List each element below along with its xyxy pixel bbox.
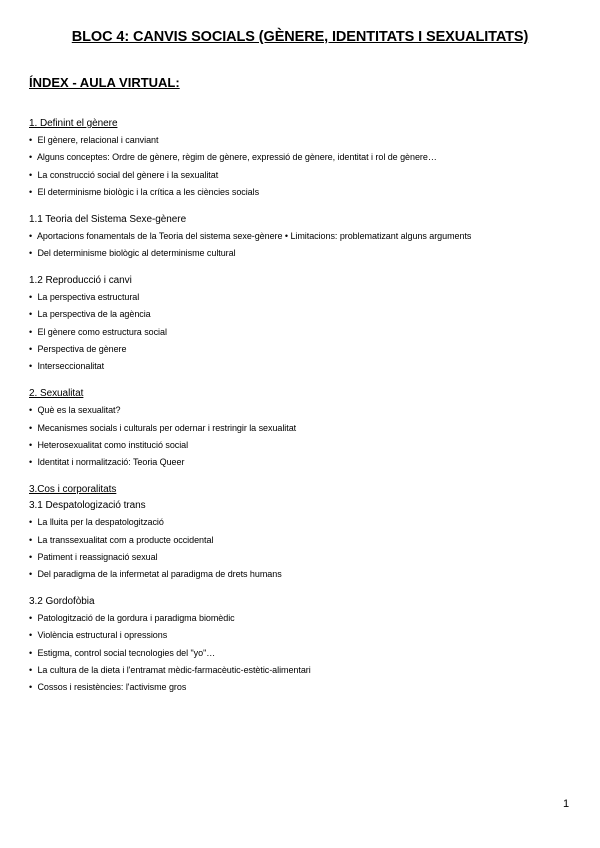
section-items — [29, 612, 589, 693]
section-title: 1.1 Teoria del Sistema Sexe-gènere — [29, 213, 187, 225]
list-item — [29, 629, 589, 641]
list-item-text: Perspectiva de gènere — [37, 344, 127, 355]
list-item-text: Heterosexualitat como institució social — [37, 439, 189, 450]
list-item — [29, 568, 589, 580]
list-item — [29, 516, 589, 528]
list-item-text: La perspectiva de la agència — [37, 309, 151, 320]
list-item — [29, 534, 589, 546]
list-item-text: Alguns conceptes: Ordre de gènere, règim de gènere, expressió de gènere, identitat i rol de gènere… — [36, 152, 437, 163]
list-item-text: Aportacions fonamentals de la Teoria del sistema sexe-gènere • Limitacions: problematizant alguns arguments — [36, 230, 472, 241]
bullet-icon: • — [29, 439, 33, 450]
list-item — [29, 551, 589, 563]
section-title: 3.Cos i corporalitats — [29, 484, 117, 496]
list-item-text: El gènere como estructura social — [37, 326, 167, 337]
section-reproduccio-canvi — [29, 275, 589, 372]
section-items — [29, 516, 589, 580]
list-item-text: Què es la sexualitat? — [37, 405, 121, 416]
list-item — [29, 230, 589, 242]
list-item-text: Interseccionalitat — [37, 361, 105, 372]
index-content — [29, 118, 589, 709]
section-title: 1.2 Reproducció i canvi — [29, 275, 132, 287]
list-item-text: Mecanismes socials i culturals per odernar i restringir la sexualitat — [37, 422, 297, 433]
section-items — [29, 404, 589, 468]
list-item — [29, 456, 589, 468]
section-items — [29, 134, 589, 198]
document-title: BLOC 4: CANVIS SOCIALS (GÈNERE, IDENTITATS I SEXUALITATS) — [71, 29, 529, 45]
list-item — [29, 291, 589, 303]
section-subtitle: 3.1 Despatologizació trans — [29, 500, 146, 512]
bullet-icon: • — [29, 551, 33, 562]
bullet-icon: • — [29, 405, 33, 416]
bullet-icon: • — [29, 422, 33, 433]
bullet-icon: • — [29, 326, 33, 337]
list-item — [29, 360, 589, 372]
list-item-text: Estigma, control social tecnologies del "yo"… — [37, 647, 216, 658]
list-item — [29, 186, 589, 198]
list-item — [29, 647, 589, 659]
bullet-icon: • — [29, 517, 33, 528]
list-item-text: Identitat i normalització: Teoria Queer — [37, 457, 185, 468]
section-sexualitat — [29, 388, 589, 468]
list-item — [29, 326, 589, 338]
list-item — [29, 422, 589, 434]
page-number: 1 — [563, 798, 570, 810]
section-definint-genere — [29, 118, 589, 198]
bullet-icon: • — [29, 665, 33, 676]
list-item — [29, 134, 589, 146]
bullet-icon: • — [29, 647, 33, 658]
bullet-icon: • — [29, 186, 33, 197]
list-item — [29, 664, 589, 676]
list-item — [29, 151, 589, 163]
list-item-text: La cultura de la dieta i l'entramat mèdic-farmacèutic-estètic-alimentari — [37, 665, 311, 676]
section-items — [29, 230, 589, 259]
bullet-icon: • — [29, 569, 33, 580]
list-item — [29, 247, 589, 259]
list-item — [29, 343, 589, 355]
list-item-text: La lluita per la despatologització — [37, 517, 164, 528]
section-title: 3.2 Gordofòbia — [29, 596, 95, 608]
list-item-text: La perspectiva estructural — [37, 292, 140, 303]
list-item — [29, 439, 589, 451]
bullet-icon: • — [29, 613, 33, 624]
bullet-icon: • — [29, 152, 33, 163]
section-teoria-sexe-genere — [29, 214, 589, 259]
section-title: 2. Sexualitat — [29, 388, 84, 400]
bullet-icon: • — [29, 534, 33, 545]
list-item-text: Patologització de la gordura i paradigma biomèdic — [37, 613, 235, 624]
list-item-text: Violència estructural i opressions — [37, 630, 168, 641]
list-item-text: La transsexualitat com a producte occidental — [37, 534, 214, 545]
list-item — [29, 308, 589, 320]
bullet-icon: • — [29, 630, 33, 641]
list-item-text: El gènere, relacional i canviant — [37, 135, 159, 145]
index-heading: ÍNDEX - AULA VIRTUAL: — [29, 75, 180, 90]
list-item-text: La construcció social del gènere i la sexualitat — [37, 169, 219, 180]
list-item — [29, 404, 589, 416]
section-cos-corporalitats — [29, 484, 589, 580]
list-item-text: Cossos i resistències: l'activisme gros — [37, 682, 187, 693]
bullet-icon: • — [29, 457, 33, 468]
list-item — [29, 612, 589, 624]
section-items — [29, 291, 589, 372]
bullet-icon: • — [29, 230, 33, 241]
bullet-icon: • — [29, 169, 33, 180]
bullet-icon: • — [29, 309, 33, 320]
bullet-icon: • — [29, 292, 33, 303]
bullet-icon: • — [29, 344, 33, 355]
list-item-text: Del paradigma de la infermetat al paradigma de drets humans — [37, 569, 282, 580]
bullet-icon: • — [29, 361, 33, 372]
section-gordofobia — [29, 596, 589, 693]
list-item-text: Del determinisme biològic al determinisme cultural — [37, 248, 236, 259]
list-item-text: El determinisme biològic i la crítica a les ciències socials — [37, 186, 260, 197]
list-item-text: Patiment i reassignació sexual — [37, 551, 158, 562]
section-title: 1. Definint el gènere — [29, 118, 118, 129]
bullet-icon: • — [29, 682, 33, 693]
list-item — [29, 681, 589, 693]
bullet-icon: • — [29, 135, 33, 145]
list-item — [29, 169, 589, 181]
bullet-icon: • — [29, 248, 33, 259]
